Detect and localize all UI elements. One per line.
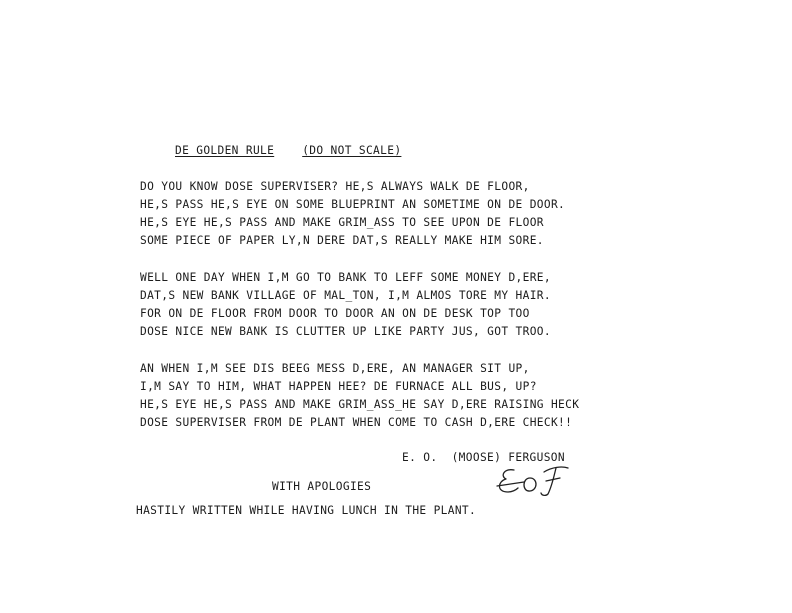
poem-line: FOR ON DE FLOOR FROM DOOR TO DOOR AN ON DE DESK TOP TOO — [140, 307, 530, 320]
author-line: E. O. (MOOSE) FERGUSON — [402, 451, 565, 464]
poem-line: AN WHEN I,M SEE DIS BEEG MESS D,ERE, AN MANAGER SIT UP, — [140, 362, 530, 375]
stanza-1 — [140, 178, 565, 250]
poem-line: DOSE NICE NEW BANK IS CLUTTER UP LIKE PARTY JUS, GOT TROO. — [140, 325, 551, 338]
stanza-3 — [140, 360, 579, 432]
poem-title — [175, 145, 401, 156]
poem-line: HE,S EYE HE,S PASS AND MAKE GRIM_ASS TO SEE UPON DE FLOOR — [140, 216, 544, 229]
poem-line: SOME PIECE OF PAPER LY,N DERE DAT,S REALLY MAKE HIM SORE. — [140, 234, 544, 247]
apologies-line: WITH APOLOGIES — [272, 480, 372, 493]
poem-line: DAT,S NEW BANK VILLAGE OF MAL_TON, I,M ALMOS TORE MY HAIR. — [140, 289, 551, 302]
poem-line: I,M SAY TO HIM, WHAT HAPPEN HEE? DE FURNACE ALL BUS, UP? — [140, 380, 537, 393]
stanza-2 — [140, 269, 551, 341]
footnote-line: HASTILY WRITTEN WHILE HAVING LUNCH IN THE PLANT. — [136, 504, 477, 517]
poem-line: WELL ONE DAY WHEN I,M GO TO BANK TO LEFF SOME MONEY D,ERE, — [140, 271, 551, 284]
poem-line: DO YOU KNOW DOSE SUPERVISER? HE,S ALWAYS WALK DE FLOOR, — [140, 180, 530, 193]
handwritten-signature — [494, 462, 570, 498]
title-text: DE GOLDEN RULE — [175, 144, 275, 157]
title-note: (DO NOT SCALE) — [302, 144, 402, 157]
poem-line: HE,S EYE HE,S PASS AND MAKE GRIM_ASS_HE SAY D,ERE RAISING HECK — [140, 398, 580, 411]
poem-line: HE,S PASS HE,S EYE ON SOME BLUEPRINT AN SOMETIME ON DE DOOR. — [140, 198, 566, 211]
poem-line: DOSE SUPERVISER FROM DE PLANT WHEN COME TO CASH D,ERE CHECK!! — [140, 416, 573, 429]
